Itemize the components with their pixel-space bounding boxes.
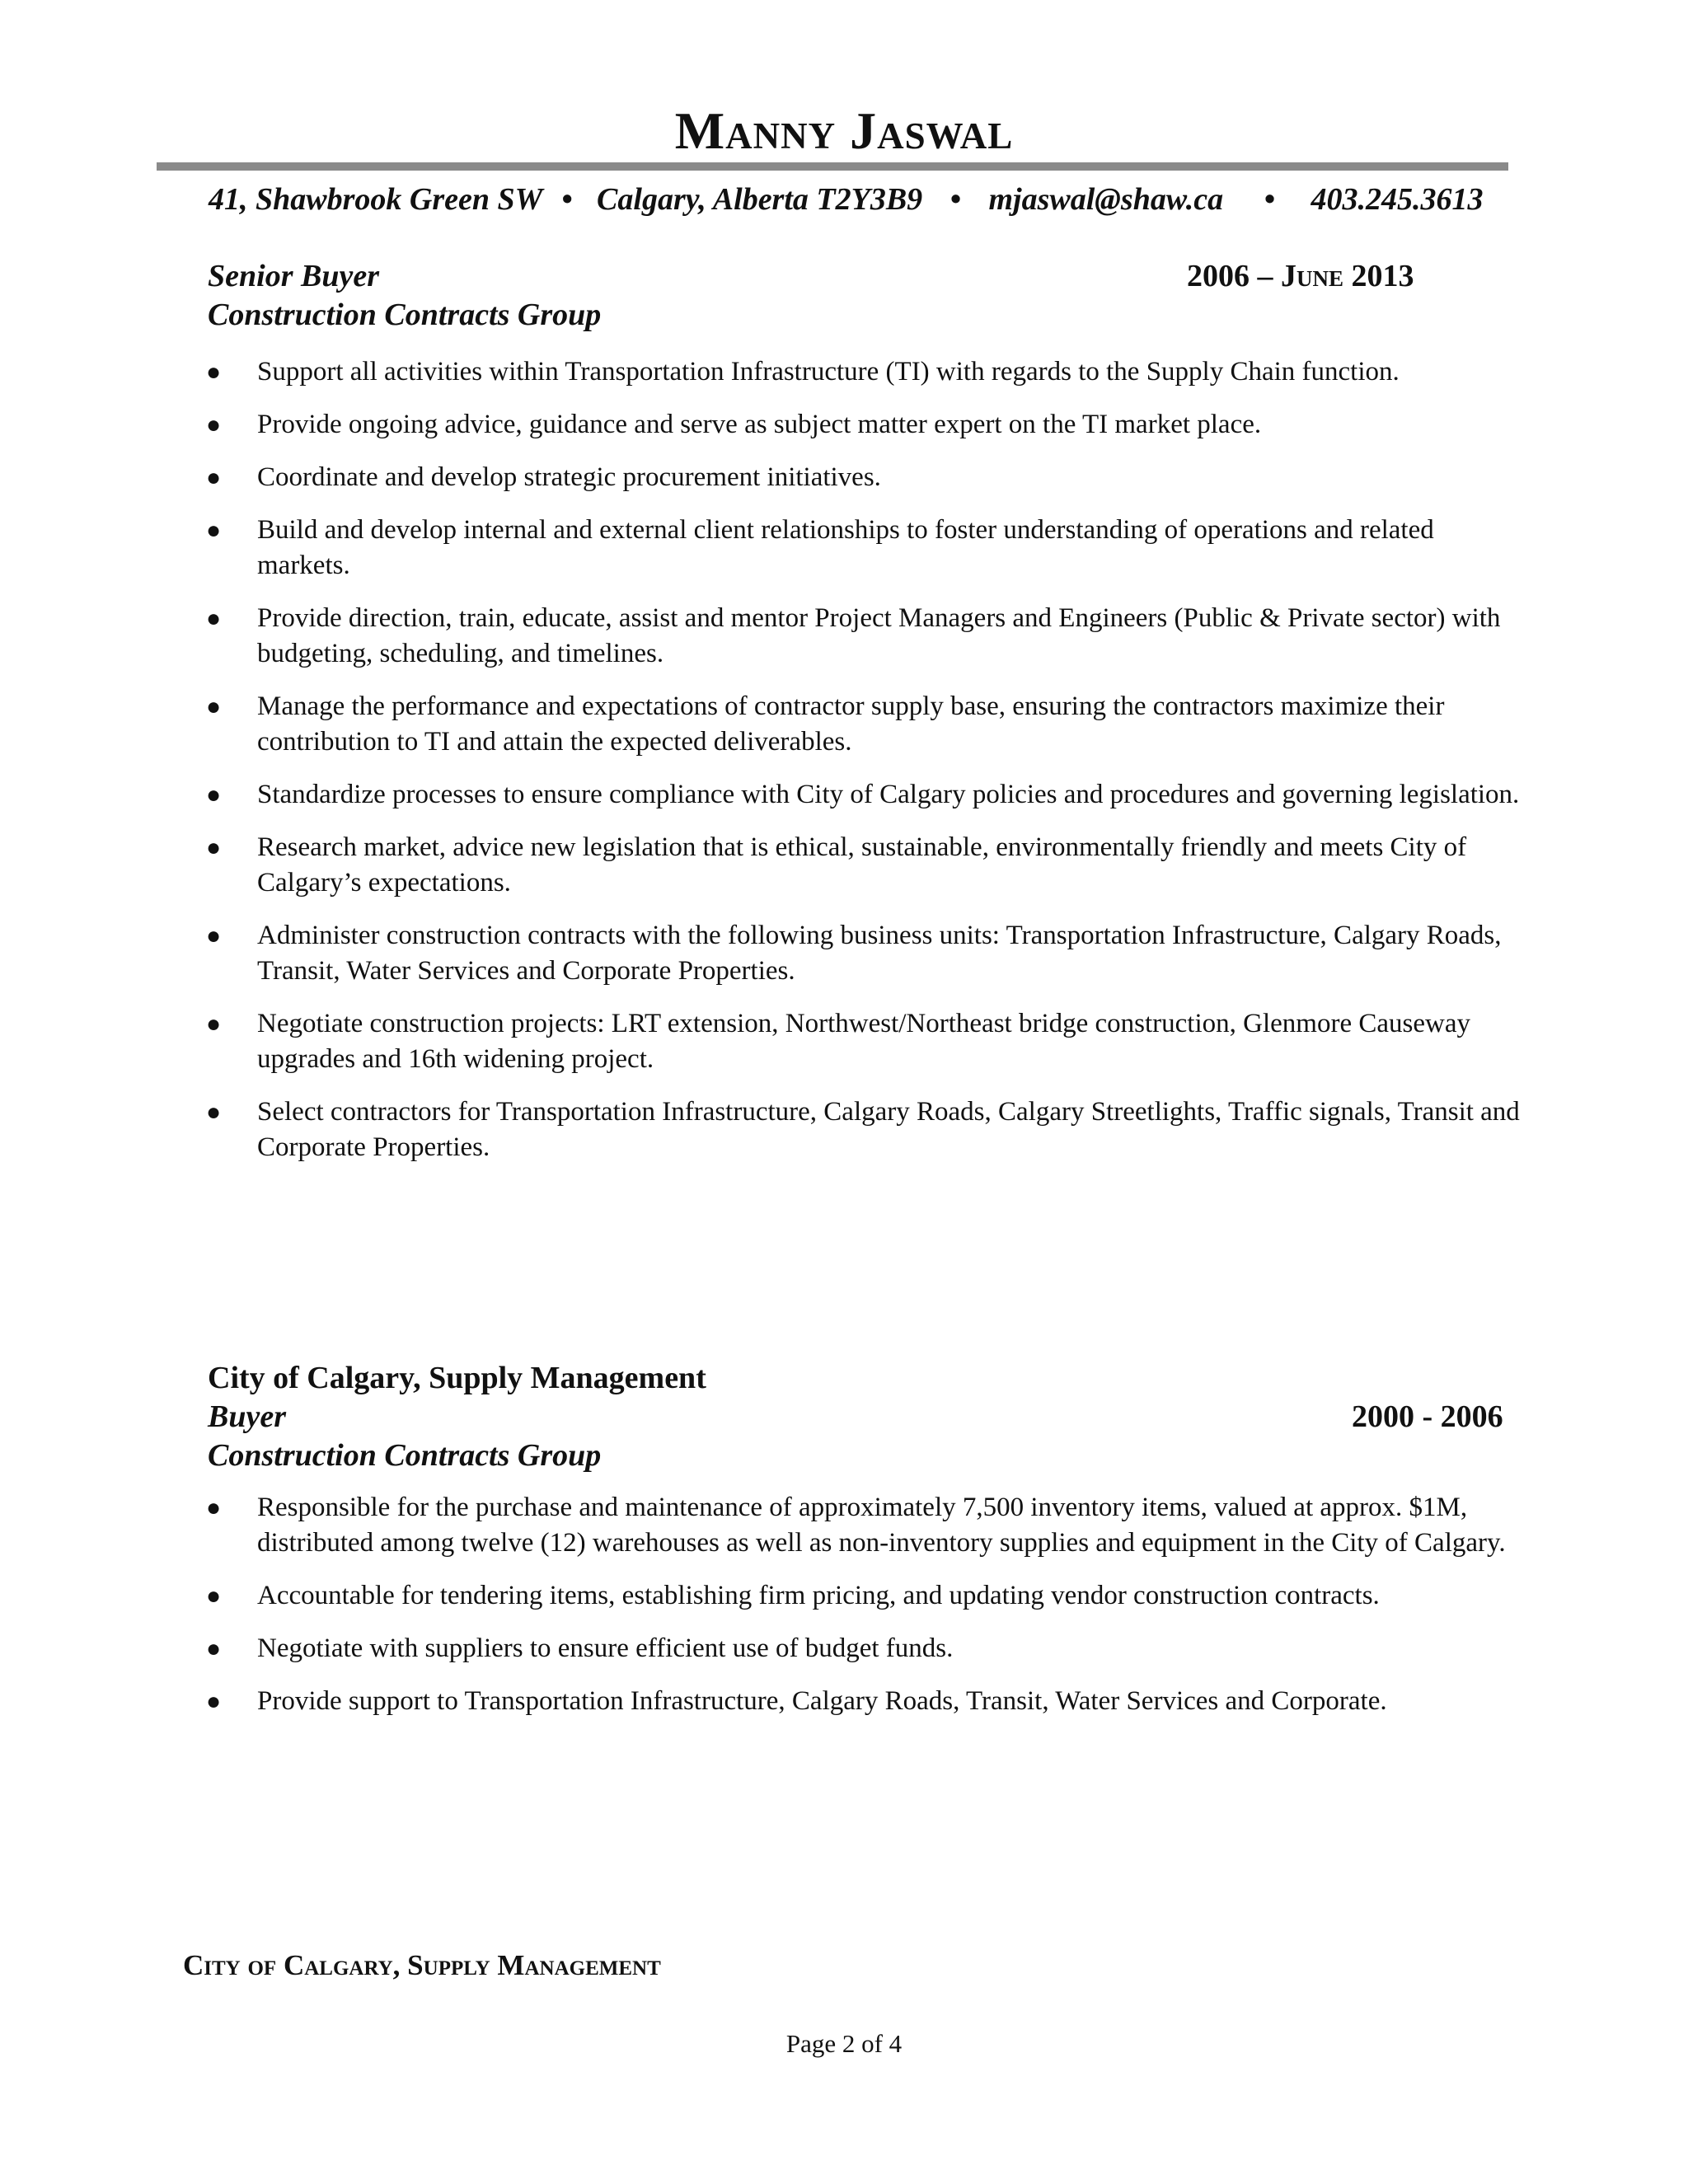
section2-bullet-list [206,1490,1525,1736]
list-item: ● Select contractors for Transportation Infrastructure, Calgary Roads, Calgary Streetlights, Traffic signals, Transit and Corporate Properties. [206,1094,1525,1165]
contact-address: 41, Shawbrook Green SW [209,182,542,217]
list-item: ● Negotiate construction projects: LRT extension, Northwest/Northeast bridge construction, Glenmore Causeway upgrades and 16th widening project. [206,1006,1525,1077]
list-item: ● Provide direction, train, educate, assist and mentor Project Managers and Engineers (Public & Private sector) with budgeting, scheduling, and timelines. [206,601,1525,672]
contact-separator: • [950,182,961,217]
bullet-icon: ● [206,1494,222,1521]
bullet-icon: ● [206,1099,222,1126]
bullet-icon: ● [206,517,222,544]
bullet-icon: ● [206,359,222,386]
list-item: ● Responsible for the purchase and maintenance of approximately 7,500 inventory items, valued at approx. $1M, distributed among twelve (12) warehouses as well as non-inventory supplies and equipment in the City of Calgary. [206,1490,1525,1561]
list-item: ● Provide support to Transportation Infrastructure, Calgary Roads, Transit, Water Services and Corporate. [206,1684,1525,1719]
list-item: ● Negotiate with suppliers to ensure efficient use of budget funds. [206,1631,1525,1666]
employer-name: City of Calgary, Supply Management [208,1361,706,1395]
bullet-icon: ● [206,1635,222,1662]
resume-name: Manny Jaswal [674,101,1014,160]
list-item: ● Administer construction contracts with the following business units: Transportation Infrastructure, Calgary Roads, Transit, Water Services and Corporate Properties. [206,918,1525,989]
bullet-icon: ● [206,411,222,438]
bullet-icon: ● [206,464,222,491]
bullet-icon: ● [206,834,222,861]
header-divider [157,162,1508,171]
job-dates: 2006 – June 2013 [1187,259,1414,293]
contact-phone: 403.245.3613 [1311,182,1484,217]
contact-separator: • [561,182,573,217]
list-item: ● Manage the performance and expectations of contractor supply base, ensuring the contractors maximize their contribution to TI and attain the expected deliverables. [206,689,1525,760]
job-group: Construction Contracts Group [208,298,602,332]
page-number: Page 2 of 4 [785,2029,903,2058]
list-item: ● Coordinate and develop strategic procurement initiatives. [206,460,1525,495]
job-dates: 2000 - 2006 [1352,1399,1503,1434]
job-title: Buyer [208,1399,286,1434]
bullet-icon: ● [206,693,222,720]
employer-name-heading: City of Calgary, Supply Management [183,1949,661,1981]
bullet-icon: ● [206,1582,222,1610]
list-item: ● Build and develop internal and external client relationships to foster understanding of operations and related markets. [206,513,1525,583]
bullet-icon: ● [206,1688,222,1715]
job-title: Senior Buyer [208,259,379,293]
list-item: ● Standardize processes to ensure compliance with City of Calgary policies and procedures and governing legislation. [206,777,1525,813]
bullet-icon: ● [206,922,222,949]
contact-email[interactable]: mjaswal@shaw.ca [988,182,1224,217]
bullet-icon: ● [206,1010,222,1038]
contact-city: Calgary, Alberta T2Y3B9 [597,182,923,217]
list-item: ● Support all activities within Transportation Infrastructure (TI) with regards to the Supply Chain function. [206,354,1525,390]
bullet-icon: ● [206,605,222,632]
list-item: ● Accountable for tendering items, establishing firm pricing, and updating vendor construction contracts. [206,1578,1525,1614]
bullet-icon: ● [206,781,222,808]
contact-line [209,181,1483,218]
list-item: ● Research market, advice new legislation that is ethical, sustainable, environmentally friendly and meets City of Calgary’s expectations. [206,830,1525,901]
contact-separator: • [1264,182,1275,217]
list-item: ● Provide ongoing advice, guidance and serve as subject matter expert on the TI market place. [206,407,1525,443]
job-group: Construction Contracts Group [208,1438,602,1473]
section1-bullet-list [206,354,1525,1183]
